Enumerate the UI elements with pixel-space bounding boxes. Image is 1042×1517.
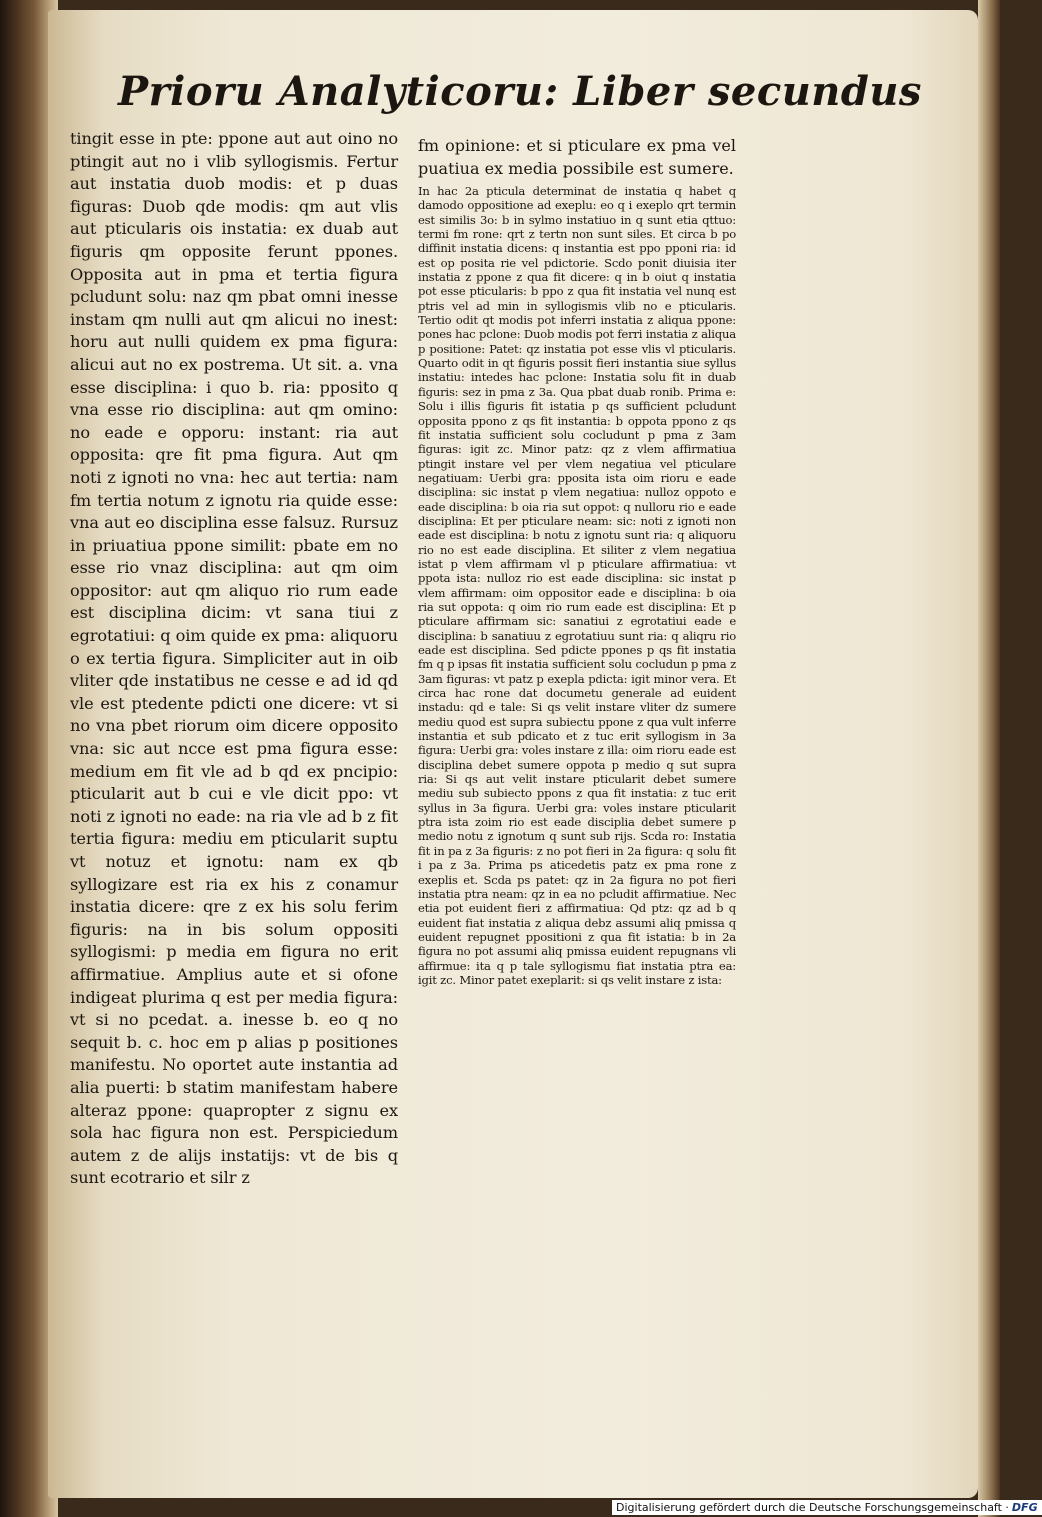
lead-text: fm opinione: et si pticulare ex pma vel puatiua ex media possibile est sumere. [418,136,736,178]
main-text: tingit esse in pte: ppone aut aut oino no ptingit aut no i vlib syllogismis. Fertur aut instatia duob modis: et p duas figuras: Duob qde modis: qm aut vlis aut pticularis ois instatia: ex duab aut figuris qm opposite ferunt ppones. Opposita aut in pma et tertia figura pcludunt solu: naz qm pbat omni inesse instam qm nulli aut qm alicui no inest: horu aut nulli quidem ex pma figura: alicui aut no ex postrema. Ut sit. a. vna esse disciplina: i quo b. ria: pposito q vna esse rio disciplina: aut qm omino: no eade e opporu: instant: ria aut opposita: qre fit pma figura. Aut qm noti z ignoti no vna: hec aut tertia: nam fm tertia notum z ignotu ria quide esse: vna aut eo disciplina esse falsuz. Rursuz in priuatiua ppone similit: pbate em no esse rio vnaz disciplina: aut qm oim oppositor: aut qm aliquo rio rum eade est disciplina dicim: vt sana tiui z egrotatiui: q oim quide ex pma: aliquoru o ex tertia figura. Simpliciter aut in oib vliter qde instatibus ne cesse e ad id qd vle est ptedente pdicti one dicere: vt si no vna pbet riorum oim dicere opposito vna: sic aut ncce est pma figura esse: medium em fit vle ad b qd ex pncipio: pticularit aut b cui e vle dicit ppo: vt noti z ignoti no eade: na ria vle ad b z fit tertia figura: mediu em pticularit suptu vt notuz et ignotu: nam ex qb syllogizare est ria ex his z conamur instatia dicere: qre z ex his solu ferim figuris: na in bis solum oppositi syllogismi: p media em figura no erit affirmatiue. Amplius aute et si ofone indigeat plurima q est per media figura: vt si no pcedat. a. inesse b. eo q no sequit b. c. hoc em p alias p positiones manifestu. No oportet aute instantia ad alia puerti: b statim manifestam habere alteraz ppone: quapropter z signu ex sola hac figura non est. Perspiciedum autem z de alijs instatijs: vt de bis q sunt ecotrario et silr z [70,129,398,1188]
page-edge [978,0,1000,1517]
commentary-text: In hac 2a pticula determinat de instatia q habet q damodo oppositione ad exeplu: eo q i exeplo qrt termin est similis 3o: b in sylmo instatiuo in q sunt etia qttuo: termi fm rone: qrt z tertn non sunt siles. Et circa b po diffinit instatia dicens: q instantia est ppo pponi ria: id est op posita rie vel pdictorie. Scdo ponit diuisia iter instatia z ppone z qua fit dicere: q in b oiut q instatia pot esse pticularis: b ppo z qua fit instatia vel nunq est ptris vel ad min in syllogismis vlib no e pticularis. Tertio odit qt modis pot inferri instatia z aliqua ppone: pones hac pclone: Duob modis pot ferri instatia z aliqua p positione: Patet: qz instatia pot esse vlis vl pticularis. Quarto odit in qt figuris possit fieri instantia siue syllus instatiu: intedes hac pclone: Instatia solu fit in duab figuris: sez in pma z 3a. Qua pbat duab ronib. Prima e: Solu i illis figuris fit istatia p qs sufficient pcludunt opposita ppono z qs fit instantia: b oppota ppono z qs fit instatia sufficient solu cocludunt p pma z 3am figuras: igit zc. Minor patz: qz z vlem affirmatiua ptingit instare vel per vlem negatiua vel pticulare negatiuam: Uerbi gra: pposita ista oim rioru e eade disciplina: sic instat p vlem negatiua: nulloz oppoto e eade disciplina: b oia ria sut oppot: q nulloru rio e eade disciplina: Et per pticulare neam: sic: noti z ignoti non eade est disciplina: b notu z ignotu sunt ria: q aliquoru rio no est eade disciplina. Et siliter z vlem negatiua istat p vlem affirmam vl p pticulare affirmatiua: vt ppota ista: nulloz rio est eade disciplina: sic instat p vlem affirmam: oim oppositor eade e disciplina: b oia ria sut oppota: q oim rio rum eade est disciplina: Et p pticulare affirmam sic: sanatiui z egrotatiui eade e disciplina: b sanatiuu z egrotatiuu sunt ria: q aliqru rio eade est disciplina. Sed pdicte ppones p qs fit instatia fm q p ipsas fit instatia sufficient solu cocludun p pma z 3am figuras: vt patz p exepla pdicta: igit minor vera. Et circa hac rone dat documetu generale ad euident instadu: qd e tale: Si qs velit instare vliter dz sumere mediu quod est supra subiectu ppone z qua vult inferre instantia et sub pdicato et z tuc erit syllogism in 3a figura: Uerbi gra: voles instare z illa: oim rioru eade est disciplina debet sumere oppota p medio q sut supra ria: Si qs aut velit instare pticularit debet sumere mediu sub subiecto ppons z qua fit instatia: z tuc erit syllus in 3a figura. Uerbi gra: voles instare pticularit ptra ista zoim rio est eade disciplia debet sumere p medio notu z ignotum q sunt sub rijs. Scda ro: Instatia fit in pa z 3a figuris: z no pot fieri in 2a figura: q solu fit i pa z 3a. Prima ps aticedetis patz ex pma rone z exeplis et. Scda ps patet: qz in 2a figura no pot fieri instatia ptra neam: qz in ea no pcludit affirmatiue. Nec etia pot euident fieri z affirmatiua: Qd ptz: qz ad b q euident fiat instatia z aliqua debz assumi aliq pmissa q euident repugnet ppositioni z qua fit istatia: b in 2a figura no pot assumi aliq pmissa euident repugnans vli affirmue: ita q p tale syllogismu fiat instatia ptra ea: igit zc. Minor patet exeplarit: si qs velit instare z ista: [418,184,736,987]
right-text-column [418,135,736,987]
dfg-logo: DFG [1011,1501,1038,1514]
running-title: Prioru Analyticoru: Liber secundus [118,68,922,115]
credit-text: Digitalisierung gefördert durch die Deutsche Forschungsgemeinschaft · [616,1501,1009,1514]
left-text-column [70,128,398,1190]
digitization-credit [612,1500,1042,1515]
